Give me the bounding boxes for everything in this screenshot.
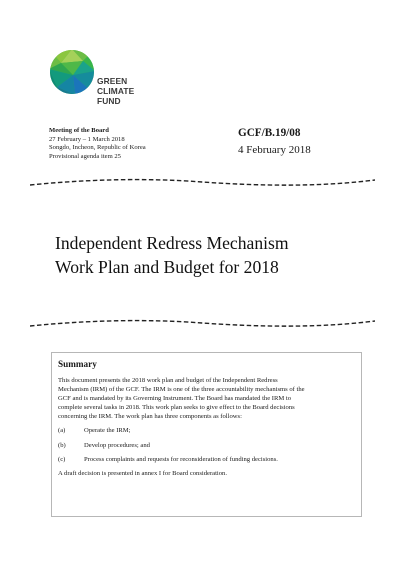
logo-wordmark	[97, 76, 134, 107]
list-item	[58, 426, 357, 435]
summary-body	[58, 376, 357, 421]
list-item-label: (a)	[58, 427, 66, 435]
list-item-text: Process complaints and requests for reconsideration of funding decisions.	[84, 455, 278, 463]
meeting-info	[49, 127, 219, 161]
logo-line-green: GREEN	[97, 76, 128, 86]
summary-line: complete several tasks in 2018. This work plan seeks to give effect to the Board decisions	[58, 404, 295, 412]
green-climate-fund-logo-icon	[49, 49, 95, 95]
gcf-logo	[49, 49, 149, 109]
meeting-heading: Meeting of the Board	[49, 127, 109, 134]
list-item-label: (b)	[58, 441, 66, 449]
title-line-1: Independent Redress Mechanism	[55, 233, 289, 253]
meeting-agenda: Provisional agenda item 25	[49, 152, 121, 160]
summary-line: Mechanism (IRM) of the GCF. The IRM is one of the three accountability mechanisms of the	[58, 386, 305, 394]
wave-divider-top	[30, 176, 375, 190]
meeting-location: Songdo, Incheon, Republic of Korea	[49, 144, 146, 152]
list-item-text: Develop procedures; and	[84, 441, 150, 449]
document-date: 4 February 2018	[238, 144, 311, 156]
summary-heading: Summary	[58, 359, 97, 369]
meeting-dates: 27 February – 1 March 2018	[49, 135, 125, 143]
summary-line: This document presents the 2018 work plan and budget of the Independent Redress	[58, 377, 278, 384]
document-title	[55, 231, 375, 279]
wave-divider-bottom	[30, 316, 375, 330]
list-item-text: Operate the IRM;	[84, 427, 131, 435]
summary-closing: A draft decision is presented in annex I for Board consideration.	[58, 469, 228, 477]
list-item-label: (c)	[58, 455, 66, 463]
summary-line: concerning the IRM. The work plan has three components as follows:	[58, 413, 242, 421]
summary-box	[51, 352, 362, 517]
logo-line-fund: FUND	[97, 96, 121, 107]
document-id-block	[238, 126, 311, 157]
title-line-2: Work Plan and Budget for 2018	[55, 257, 279, 277]
list-item	[58, 455, 357, 464]
summary-line: GCF and is mandated by its Governing Instrument. The Board has mandated the IRM to	[58, 395, 292, 403]
component-list	[58, 426, 357, 463]
logo-line-climate: CLIMATE	[97, 86, 135, 97]
document-code: GCF/B.19/08	[238, 127, 301, 139]
list-item	[58, 441, 357, 450]
